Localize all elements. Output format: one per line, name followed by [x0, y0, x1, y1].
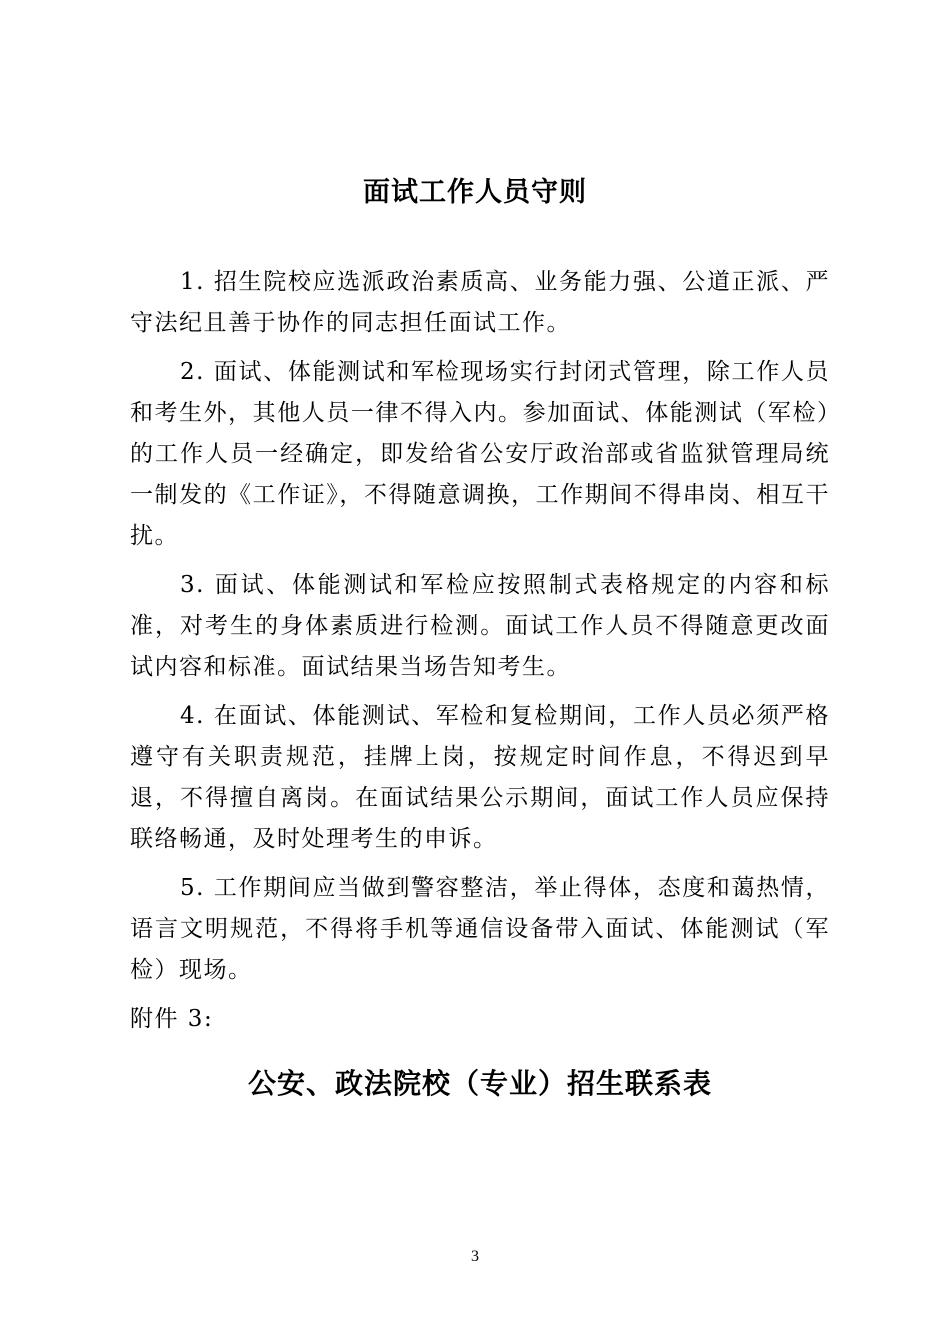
paragraph-1: 1. 招生院校应选派政治素质高、业务能力强、公道正派、严守法纪且善于协作的同志担任面试工作。 [130, 269, 830, 336]
paragraph-2: 2. 面试、体能测试和军检现场实行封闭式管理，除工作人员和考生外，其他人员一律不得入内。参加面试、体能测试（军检）的工作人员一经确定，即发给省公安厅政治部或省监狱管理局统一制发的《工作证》，不得随意调换，工作期间不得串岗、相互干扰。 [130, 359, 830, 549]
paragraph-5: 5. 工作期间应当做到警容整洁，举止得体，态度和蔼热情，语言文明规范，不得将手机等通信设备带入面试、体能测试（军检）现场。 [130, 875, 830, 983]
paragraph-3: 3. 面试、体能测试和军检应按照制式表格规定的内容和标准，对考生的身体素质进行检测。面试工作人员不得随意更改面试内容和标准。面试结果当场告知考生。 [130, 572, 830, 680]
page-number: 3 [471, 1248, 479, 1265]
attachment-title: 公安、政法院校（专业）招生联系表 [247, 1067, 712, 1100]
document-title: 面试工作人员守则 [363, 177, 587, 208]
attachment-label: 附件 3: [130, 1006, 214, 1032]
paragraph-4: 4. 在面试、体能测试、军检和复检期间，工作人员必须严格遵守有关职责规范，挂牌上岗，按规定时间作息，不得迟到早退，不得擅自离岗。在面试结果公示期间，面试工作人员应保持联络畅通，及时处理考生的申诉。 [130, 703, 830, 852]
document-body [130, 262, 830, 1104]
